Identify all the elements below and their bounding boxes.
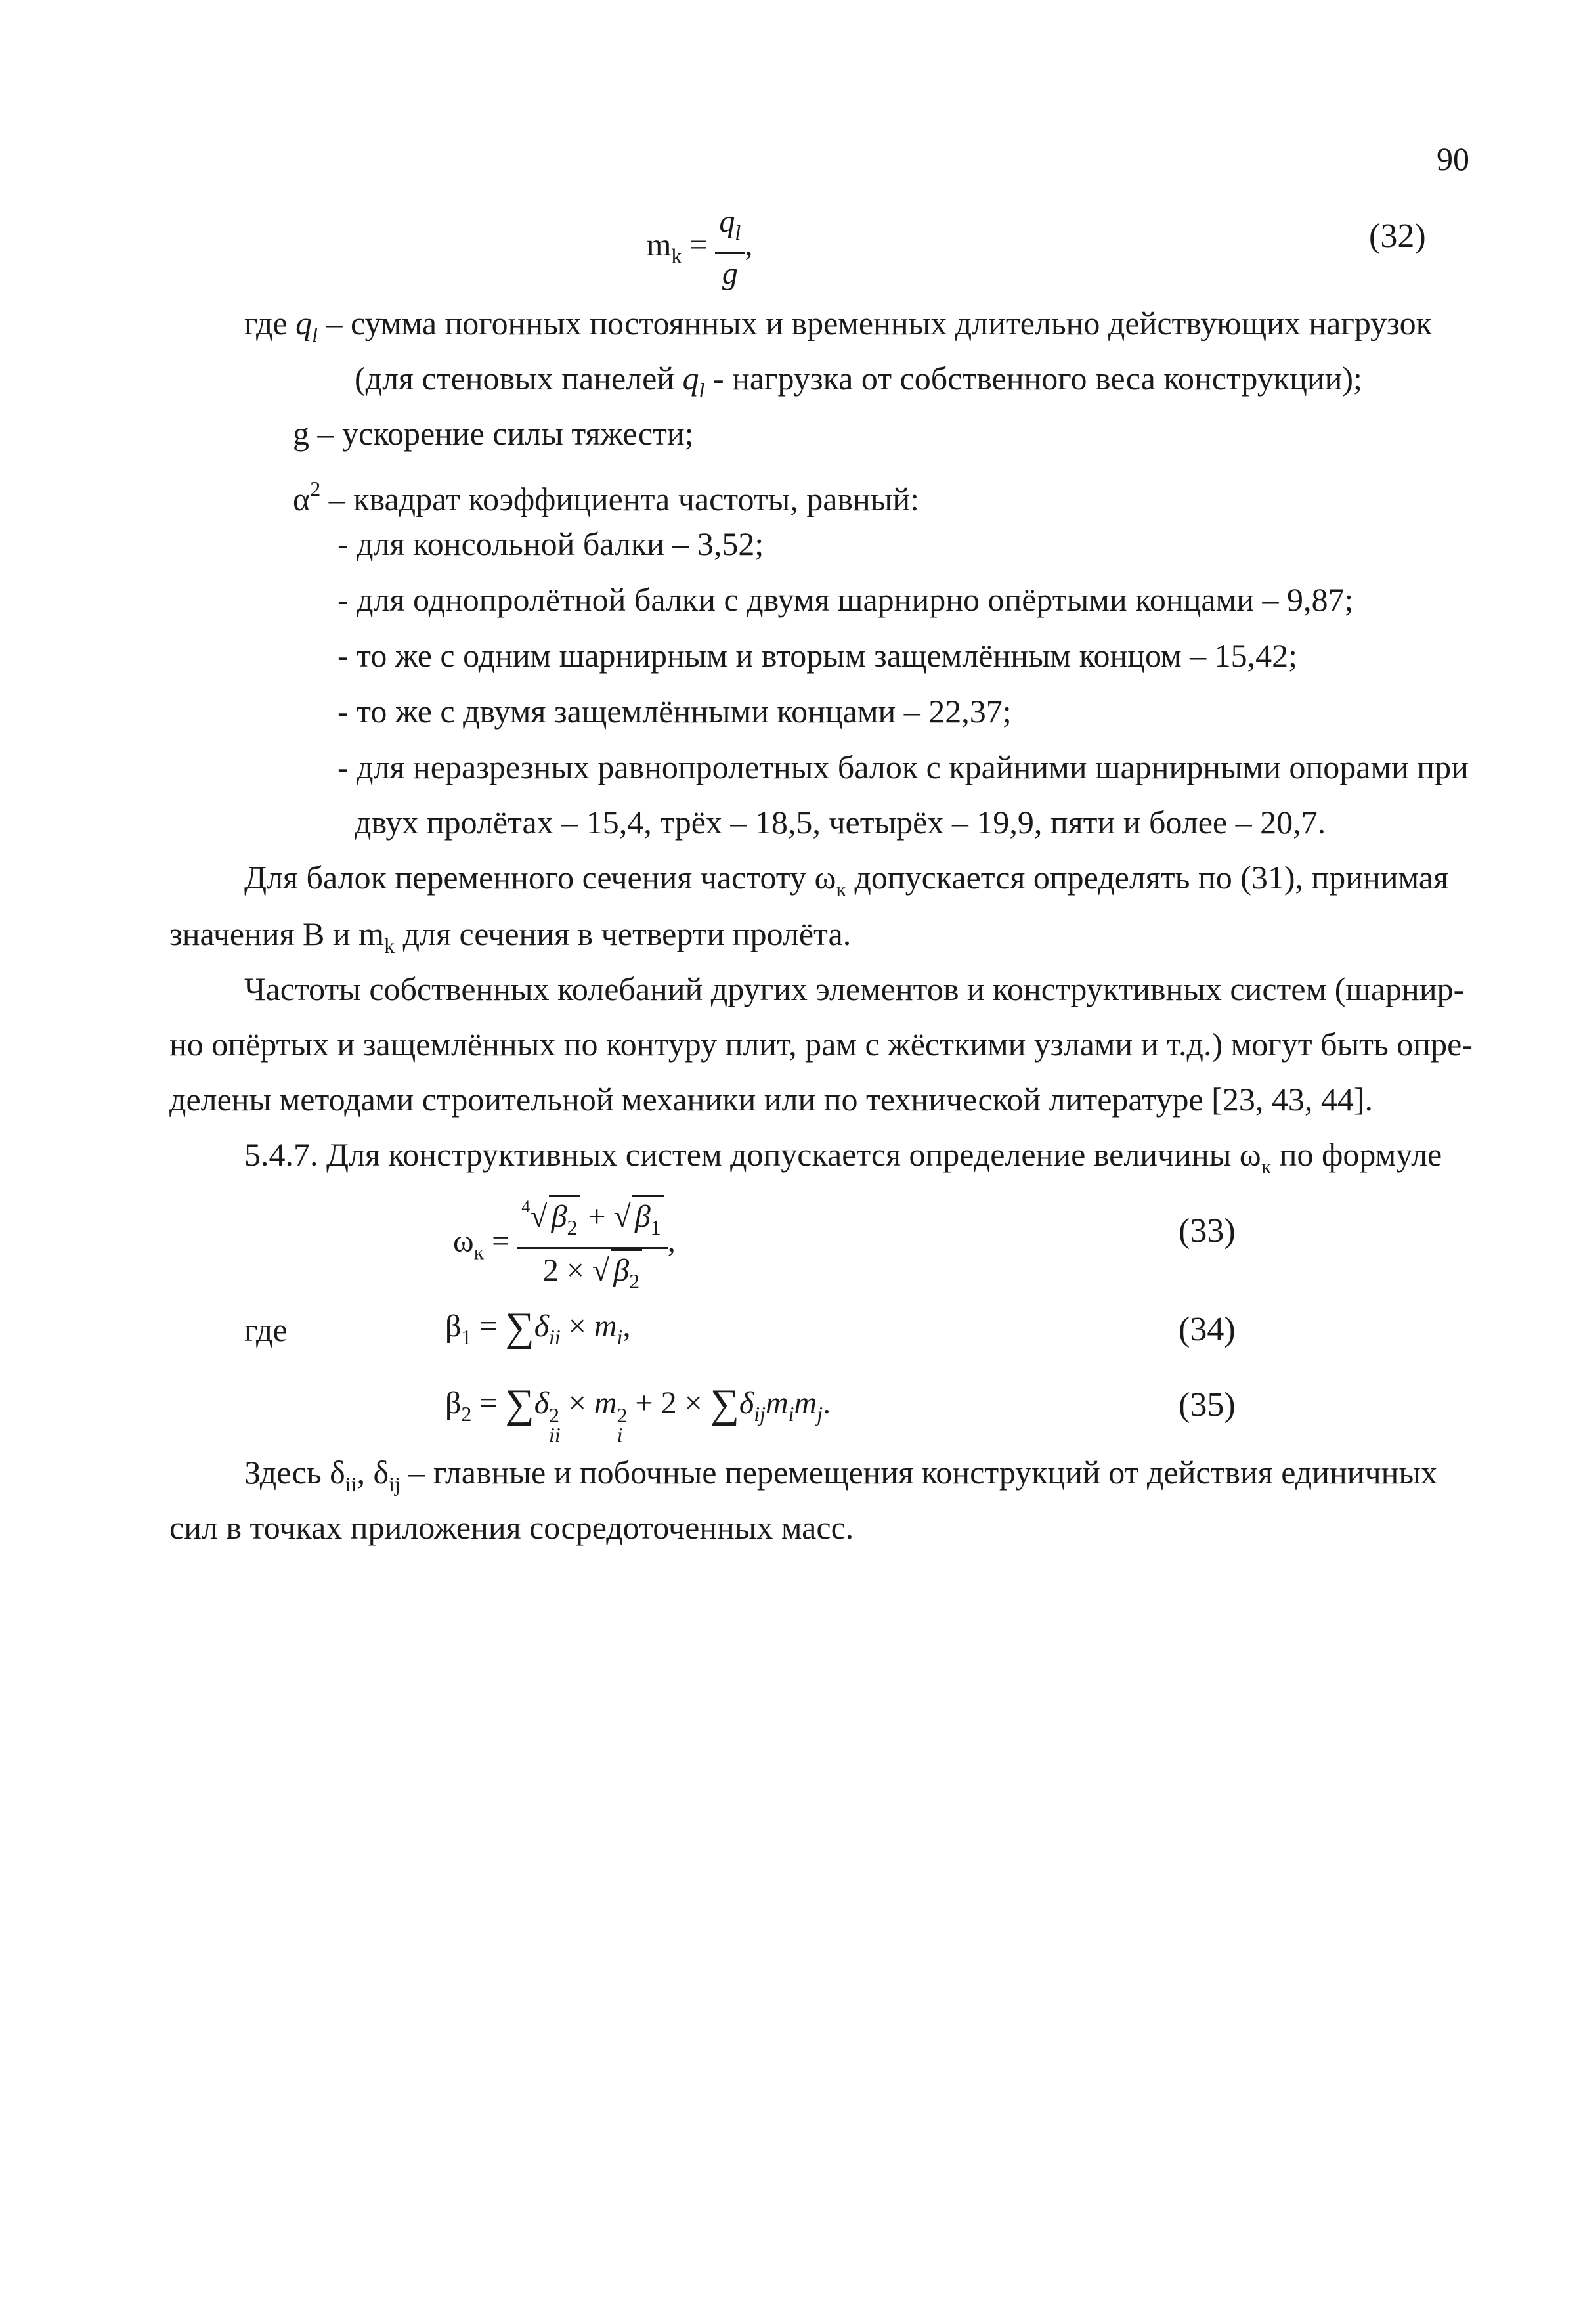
sum-symbol: ∑: [505, 1382, 534, 1426]
eq34-number: (34): [1179, 1311, 1236, 1348]
eq32-comma: ,: [745, 227, 753, 263]
list-item: двух пролётах – 15,4, трёх – 18,5, четырёх – 19,9, пяти и более – 20,7.: [355, 804, 1326, 841]
eq35-number: (35): [1179, 1386, 1236, 1424]
para3-line-1: 5.4.7. Для конструктивных систем допускается определение величины $\omega_к$ по формуле: [244, 1136, 1442, 1178]
eq32-lhs-sub: k: [671, 244, 682, 268]
equation-34: $\beta_1 = \sum\delta_{ii} \times m_i$,: [445, 1305, 631, 1349]
para4-line-2: сил в точках приложения сосредоточенных масс.: [169, 1509, 854, 1546]
def-line-3: g – ускорение силы тяжести;: [293, 415, 694, 452]
eq32-fraction: [715, 202, 745, 294]
para2-line-3: делены методами строительной механики или по технической литературе [23, 43, 44].: [169, 1081, 1373, 1118]
equation-32: [647, 202, 752, 294]
list-item: - то же с двумя защемлёнными концами – 22,37;: [337, 693, 1012, 730]
def-line-4: $\alpha^2$ – квадрат коэффициента частоты, равный:: [293, 477, 920, 517]
para4-line-1: Здесь $\delta_{ii}$, $\delta_{ij}$ – главные и побочные перемещения конструкций от действия единичных: [244, 1454, 1437, 1496]
equation-33: $\omega_к$ = $\frac{^4√ \beta_2 + √ \beta_1}{2 \times √ \beta_2}$ ,: [453, 1187, 676, 1301]
para1-line-1: Для балок переменного сечения частоту $\omega_к$ допускается определять по (31), принимая: [244, 859, 1449, 901]
para2-line-2: но опёртых и защемлённых по контуру плит, рам с жёсткими узлами и т.д.) могут быть опре-: [169, 1026, 1473, 1063]
eq32-equals: =: [682, 227, 716, 263]
eq32-denominator: g: [722, 256, 738, 291]
sum-symbol: ∑: [710, 1382, 739, 1426]
list-item: - для однопролётной балки с двумя шарнирно опёртыми концами – 9,87;: [337, 581, 1354, 618]
para2-line-1: Частоты собственных колебаний других элементов и конструктивных систем (шарнир-: [244, 971, 1465, 1007]
root-index: 4: [521, 1197, 531, 1216]
eq33-number: (33): [1179, 1212, 1236, 1250]
list-item: - для консольной балки – 3,52;: [337, 525, 764, 562]
eq32-numerator-sub: l: [735, 221, 741, 244]
equation-35: $\beta_2 = \sum\delta$ 2 ii × m 2 i + $2 \times \sum\delta_{ij}m_im_j$.: [445, 1382, 831, 1447]
eq34-where: где: [244, 1311, 288, 1348]
page-number: 90: [1437, 141, 1469, 177]
list-item: - то же с одним шарнирным и вторым защемлённым концом – 15,42;: [337, 637, 1298, 674]
sum-symbol: ∑: [505, 1305, 534, 1349]
eq32-numerator: q: [719, 204, 735, 239]
def-line-2: (для стеновых панелей $q_l$ - нагрузка от собственного веса конструкции);: [355, 360, 1362, 402]
list-item: - для неразрезных равнопролетных балок с крайними шарнирными опорами при: [337, 749, 1469, 785]
eq33-fraction: $\frac{^4√ \beta_2 + √ \beta_1}{2 \times √ \beta_2}$: [517, 1187, 668, 1301]
para1-line-2: значения B и $m_k$ для сечения в четверти пролёта.: [169, 915, 852, 957]
def-line-1: где $q_l$ – сумма погонных постоянных и временных длительно действующих нагрузок: [244, 305, 1432, 347]
eq32-number: (32): [1369, 217, 1426, 255]
eq32-lhs: m: [647, 227, 672, 263]
